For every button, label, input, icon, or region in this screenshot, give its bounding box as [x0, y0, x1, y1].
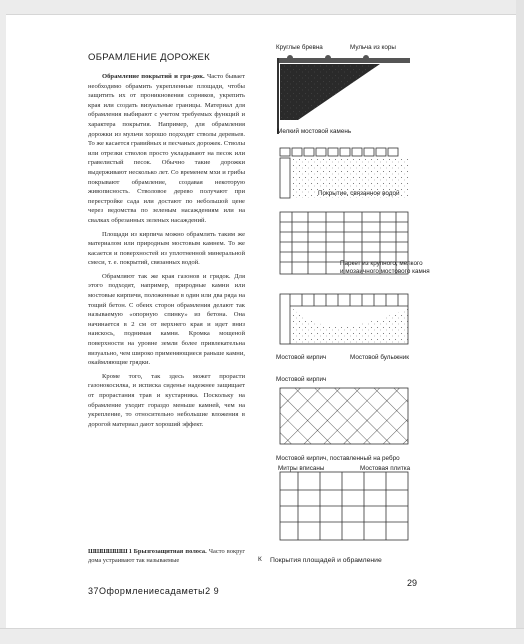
paragraph-3 [88, 272, 245, 368]
paragraph-4 [88, 372, 245, 430]
figure-label: Покрытие, связанное водой [318, 190, 400, 197]
figure-label: Мелкий мостовой камень [277, 128, 352, 135]
footnote-lead: Брызгозащитная полоса. [133, 548, 207, 555]
figure-caption: Покрытия площадей и обрамление [270, 557, 382, 564]
footnote-text: Часто вокруг дома устраивают так называемые [88, 548, 246, 565]
figure-label: Мостовая плитка [360, 465, 411, 472]
log-edging-section [278, 55, 410, 134]
viewer-bottom-bar [0, 628, 524, 644]
figure-label: Мостовой кирпич [276, 354, 327, 361]
figure-label: и мозаичного мостового камня [340, 268, 430, 275]
paragraph-text: Площади из кирпича можно обрамлять таким же материалом или природным мостовым камнем. То же касается и поверхностей из уплотненной минеральной смеси, т. е. покрытий, связанных водой. [88, 230, 245, 267]
figure-label: Мостовой кирпич [276, 376, 327, 383]
viewer-left-edge [0, 0, 6, 643]
footnote [88, 547, 245, 566]
page-number: 29 [407, 578, 418, 588]
tile-section [280, 472, 408, 540]
paragraph-2 [88, 230, 245, 268]
body-text-column [88, 72, 245, 433]
running-footer: 37Оформлениесадаметы2 9 [88, 586, 220, 596]
footnote-mark: ШШШШШШ 1 [88, 548, 132, 555]
paragraph-text: Часто бывает необходимо обрамить укрепленные площади, чтобы защитить их от проникновения сорняков, укрепить края или создать визуальные границы. Материал для обрамления выбирают с учетом требуемых функций и характера покрытия. Например, для обрамления дорожки из мульчи хорошо подходят стволы деревьев. То же касается гравийных и песчаных дорожек. Стволы или отрезки стволов просто укладывают на песок или гравелистый песок. Обычно такие дорожки выдерживают несколько лет. Со временем мхи и грибы покрывают обрамление, создавая некоторую живописность. Стволовое дерево получают при перестройке сада или достают по небольшой цене через ведомства по зеленым насаждениям или на свалках обрезанных зеленых насаждений. [88, 73, 245, 224]
figure-label: Мостовой булыжник [350, 354, 409, 361]
figure-label: Митры вписаны [278, 465, 325, 472]
viewer-scrollbar[interactable] [516, 0, 524, 643]
paving-figure [268, 44, 418, 549]
figure-label: Мульча из коры [350, 44, 396, 51]
viewer-top-bar [0, 0, 524, 15]
figure-label: Мостовой кирпич, поставленный на ребро [276, 455, 400, 462]
cobble-fill [292, 308, 408, 344]
paragraph-lead: Обрамление покрытий и гря-док. [102, 73, 205, 80]
paragraph-text: Кроме того, так здесь может прорасти газонокосилка, и исписка сиденье надежнее защищает от прорастания трав и кустарника. Поскольку на обрамление уходит гораздо меньше камней, чем на укрепление, то относительно небольшие вложения в дорогой материал дают хороший эффект. [88, 372, 245, 428]
page-title: ОБРАМЛЕНИЕ ДОРОЖЕК [88, 52, 210, 63]
figure-label: Паркет из крупного, мелкого [340, 260, 423, 267]
diagonal-brick-section [280, 388, 408, 444]
paragraph-1 [88, 72, 245, 226]
paragraph-text: Обрамляют так же края газонов и грядок. Для этого подходят, например, природные камни или мостовые кирпичи, положенные в один или два ряда на тощий бетон. С обеих сторон обрамления делают так называемую «опорную спинку» из бетона. Она начинается в 2 см от верхнего края и идет вниз наискось, поднимая камни. Кромка мощеной поверхности на уровне земли более привлекательна визуально, чем широко применяющиеся раньше камни, окаймляющие грядки. [88, 272, 245, 367]
figure-label: Круглые бревна [276, 44, 323, 51]
caption-mark: К [258, 556, 262, 563]
